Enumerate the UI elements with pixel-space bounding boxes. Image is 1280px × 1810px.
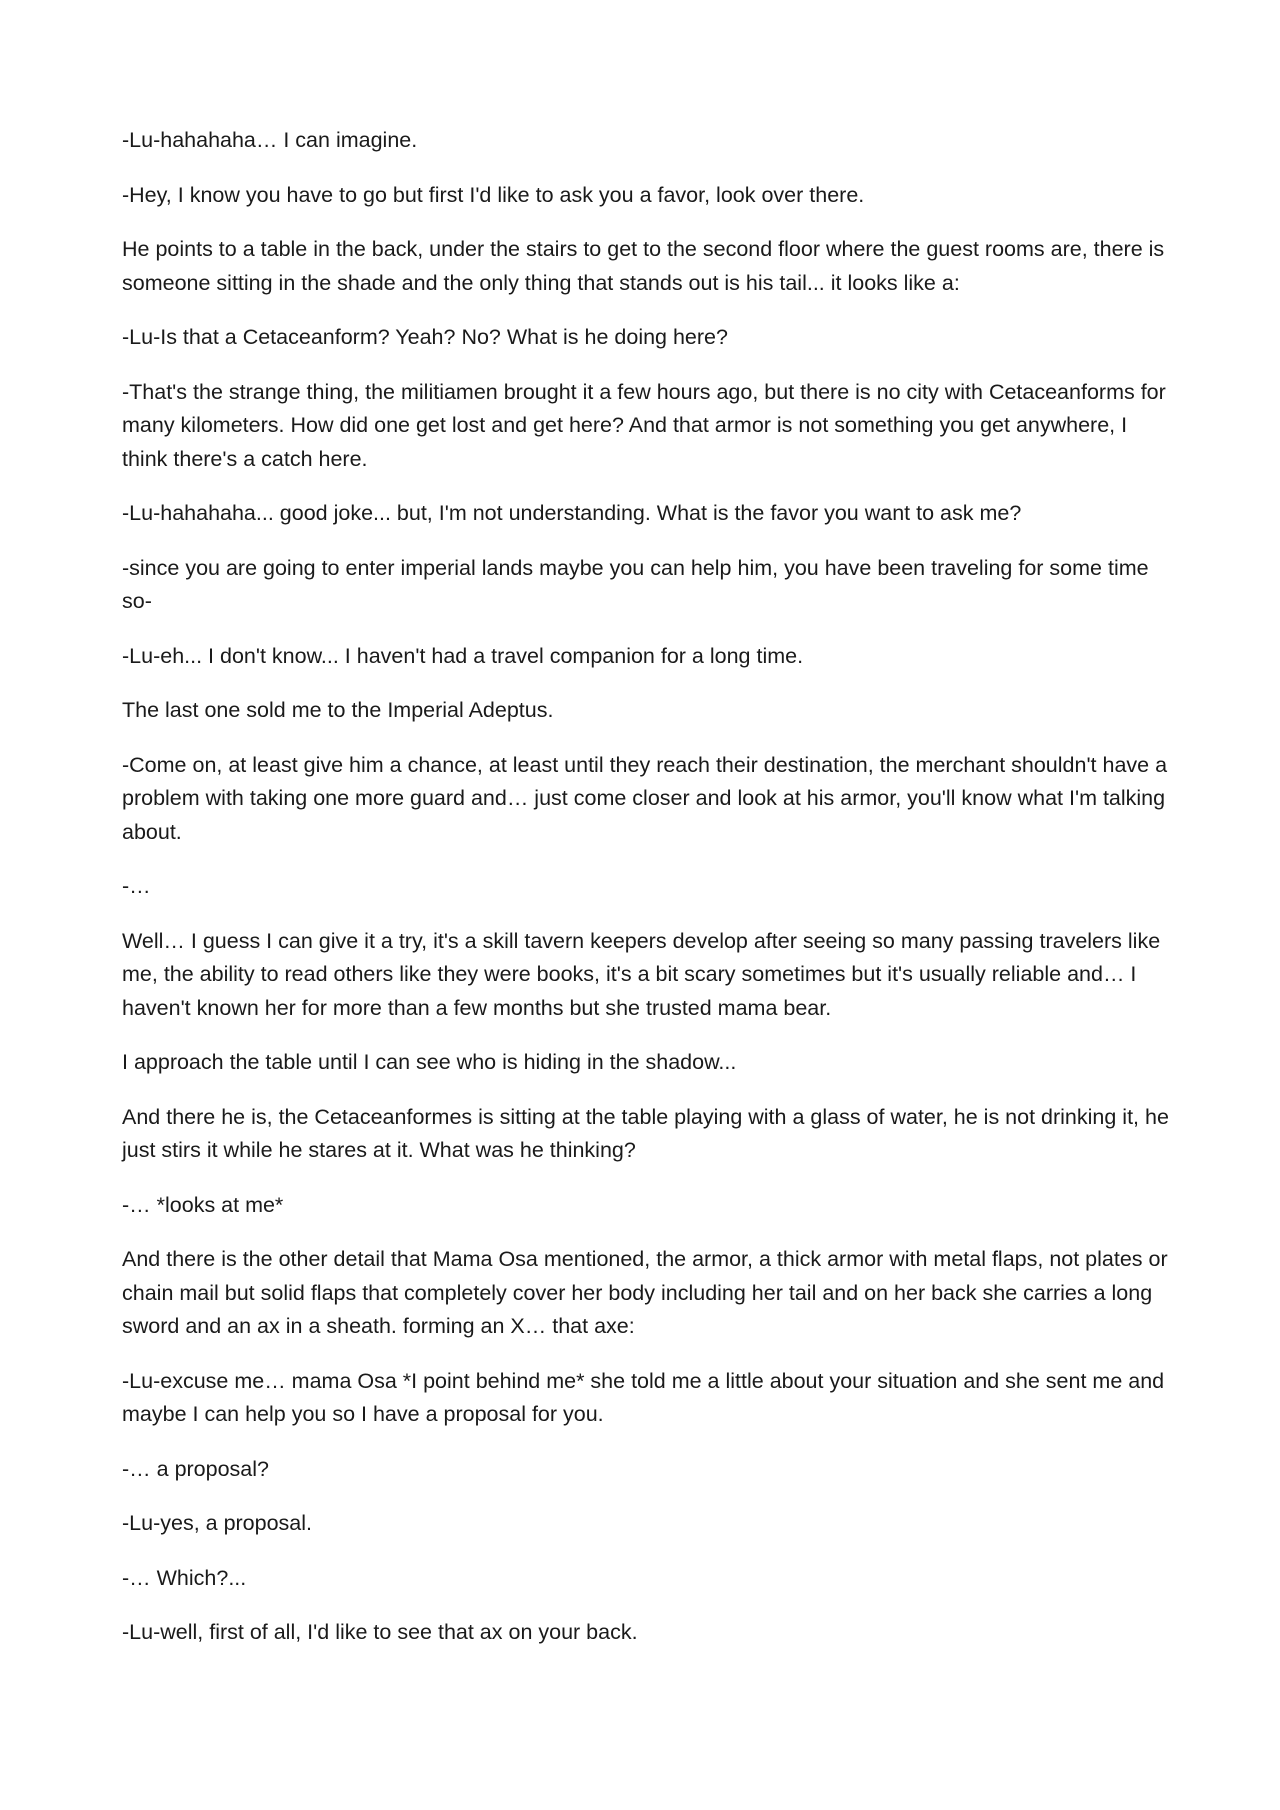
paragraph: -That's the strange thing, the militiamen brought it a few hours ago, but there is no city with Cetaceanforms for many kilometers. How did one get lost and get here? And that armor is not something you get anywhere, I think there's a catch here.: [122, 379, 1166, 471]
paragraph: -…: [122, 874, 151, 898]
paragraph: -Hey, I know you have to go but first I'd like to ask you a favor, look over there.: [122, 182, 865, 207]
paragraph: I approach the table until I can see who is hiding in the shadow...: [122, 1050, 737, 1074]
paragraph: And there he is, the Cetaceanformes is sitting at the table playing with a glass of water, he is not drinking it, he just stirs it while he stares at it. What was he thinking?: [122, 1104, 1169, 1162]
paragraph: -Come on, at least give him a chance, at least until they reach their destination, the merchant shouldn't have a problem with taking one more guard and… just come closer and look at his armor, you'll know what I'm talking about.: [122, 752, 1168, 844]
paragraph: -Lu-yes, a proposal.: [122, 1511, 313, 1535]
paragraph: -Lu-hahahaha… I can imagine.: [122, 128, 418, 152]
paragraph: -since you are going to enter imperial lands maybe you can help him, you have been traveling for some time so-: [122, 555, 1149, 613]
paragraph: And there is the other detail that Mama Osa mentioned, the armor, a thick armor with metal flaps, not plates or chain mail but solid flaps that completely cover her body including her tail and on her back she carries a long sword and an ax in a sheath. forming an X… that axe:: [122, 1247, 1168, 1338]
paragraph: -Lu-well, first of all, I'd like to see that ax on your back.: [122, 1620, 638, 1644]
paragraph: -… Which?...: [122, 1565, 247, 1590]
document-body: [122, 124, 1174, 1671]
paragraph: He points to a table in the back, under the stairs to get to the second floor where the guest rooms are, there is someone sitting in the shade and the only thing that stands out is his tail... it looks like a:: [122, 237, 1165, 295]
paragraph: Well… I guess I can give it a try, it's a skill tavern keepers develop after seeing so many passing travelers like me, the ability to read others like they were books, it's a bit scary sometimes but it's usually reliable and… I haven't known her for more than a few months but she trusted mama bear.: [122, 928, 1161, 1020]
paragraph: -Lu-Is that a Cetaceanform? Yeah? No? What is he doing here?: [122, 325, 728, 349]
paragraph: -Lu-hahahaha... good joke... but, I'm not understanding. What is the favor you want to ask me?: [122, 501, 1022, 525]
paragraph: -… a proposal?: [122, 1456, 269, 1481]
paragraph: -Lu-eh... I don't know... I haven't had a travel companion for a long time.: [122, 643, 804, 668]
paragraph: -… *looks at me*: [122, 1192, 284, 1217]
paragraph: The last one sold me to the Imperial Adeptus.: [122, 698, 554, 722]
paragraph: -Lu-excuse me… mama Osa *I point behind me* she told me a little about your situation and she sent me and maybe I can help you so I have a proposal for you.: [122, 1368, 1165, 1426]
